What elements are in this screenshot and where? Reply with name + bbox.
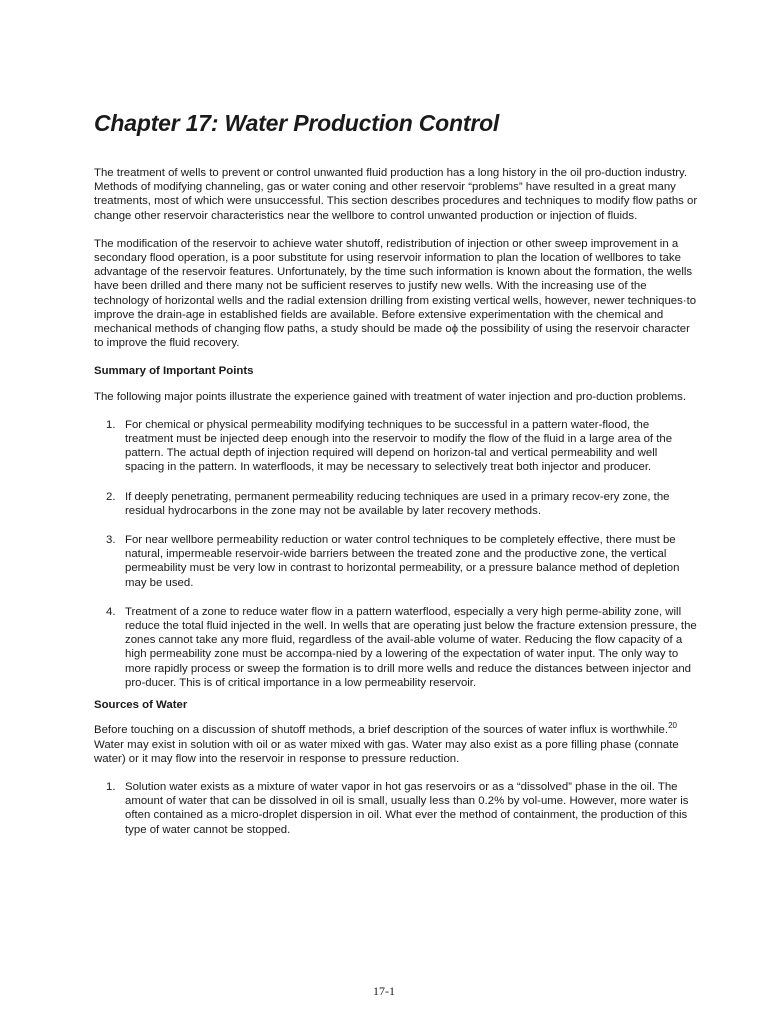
list-item-text: For near wellbore permeability reduction or water control techniques to be completely effective, there must be natural, impermeable reservoir-wide barriers between the treated zone and the productive zone, the vertical permeability must be very low in contrast to horizontal permeability, or a pressure balance method of depletion may be used. [125, 534, 680, 589]
list-number: 1. [106, 418, 116, 431]
section-heading-summary: Summary of Important Points [94, 365, 254, 378]
reference-number: 20 [668, 721, 677, 731]
list-number: 2. [106, 490, 116, 503]
sources-lead-text: Before touching on a discussion of shutoff methods, a brief description of the sources of water influx is worthwhile. [94, 724, 669, 737]
summary-lead: The following major points illustrate the experience gained with treatment of water injection and pro-duction problems. [94, 390, 686, 403]
list-item-text: Treatment of a zone to reduce water flow in a pattern waterflood, especially a very high perme-ability zone, will reduce the total fluid injected in the well. In wells that are operating just below the fracture extension pressure, the zones cannot take any more fluid, regardless of the avail-able volume of water. Reducing the flow capacity of a high permeability zone must be accompa-nied by a lowering of the expectation of water input. The only way to more rapidly process or sweep the formation is to drill more wells and reduce the distances between injector and pro-ducer. This is of critical importance in a low permeability reservoir. [125, 605, 697, 689]
list-item [94, 533, 698, 590]
intro-paragraph: The treatment of wells to prevent or control unwanted fluid production has a long history in the oil pro-duction industry. Methods of modifying channeling, gas or water coning and other reservoir “problems” have resulted in a great many treatments, most of which were unsuccessful. This section describes procedures and techniques to modify flow paths or change other reservoir characteristics near the wellbore to control unwanted production or injection of fluids. [94, 167, 698, 222]
list-item [94, 490, 698, 518]
sources-lead-text-cont: Water may exist in solution with oil or as water mixed with gas. Water may also exist as a pore filling phase (connate water) or it may flow into the reservoir in response to pressure reduction. [94, 738, 679, 765]
list-number: 1. [106, 780, 116, 793]
list-item [94, 605, 698, 690]
chapter-title: Chapter 17: Water Production Control [94, 110, 500, 136]
body-text [94, 166, 698, 852]
intro-paragraph: The modification of the reservoir to achieve water shutoff, redistribution of injection or other sweep improvement in a secondary flood operation, is a poor substitute for using reservoir information to plan the location of wellbores to take advantage of the reservoir features. Unfortunately, by the time such information is known about the formation, the wells have been drilled and there many not be sufficient reserves to justify new wells. With the increasing use of the technology of horizontal wells and the radial extension drilling from existing vertical wells, however, newer techniques·to improve the drain-age in established fields are available. Before extensive experimentation with the chemical and mechanical methods of changing flow paths, a study should be made oϕ the possibility of using the reservoir character to improve the fluid recovery. [94, 237, 697, 350]
list-number: 4. [106, 605, 116, 618]
list-item [94, 780, 698, 837]
summary-list [94, 418, 698, 690]
sources-lead [94, 723, 698, 766]
list-number: 3. [106, 534, 116, 547]
list-item-text: For chemical or physical permeability modifying techniques to be successful in a pattern water-flood, the treatment must be injected deep enough into the reservoir to modify the flow of the fluid in a large area of the pattern. The actual depth of injection required will depend on horizon-tal and vertical permeability and well spacing in the pattern. In waterfloods, it may be necessary to selectively treat both injector and producer. [125, 418, 673, 474]
page-number: 17-1 [373, 984, 395, 998]
list-item-text: Solution water exists as a mixture of water vapor in hot gas reservoirs or as a “dissolved” phase in the oil. The amount of water that can be dissolved in oil is small, usually less than 0.2% by vol-ume. However, more water is often contained as a micro-droplet dispersion in oil. What ever the method of containment, the production of this type of water cannot be stopped. [125, 780, 689, 836]
list-item-text: If deeply penetrating, permanent permeability reducing techniques are used in a primary recov-ery zone, the residual hydrocarbons in the zone may not be available by later recovery methods. [125, 490, 670, 517]
section-heading-sources: Sources of Water [94, 699, 188, 712]
list-item [94, 418, 698, 475]
sources-list [94, 780, 698, 837]
